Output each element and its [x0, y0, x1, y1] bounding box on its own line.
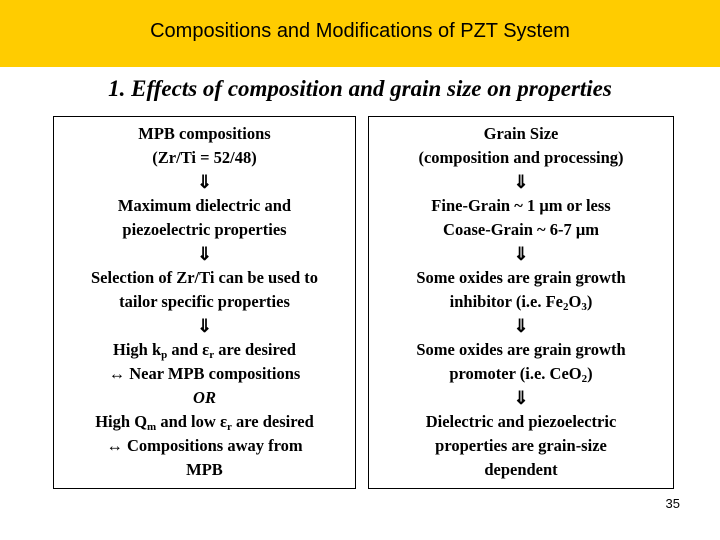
- max-props-line-2: piezoelectric properties: [122, 220, 287, 239]
- down-arrow-icon: ⇓: [196, 244, 213, 264]
- inhibitor-line-2: inhibitor (i.e. $Fe_2O_3$): [449, 292, 593, 313]
- high-kp-line: High $k_p$ and $\varepsilon_r$ are desired: [113, 340, 296, 361]
- mpb-line-2: (Zr/Ti = 52/48): [152, 148, 257, 167]
- mpb-end-line: MPB: [186, 460, 223, 479]
- down-arrow-icon: ⇓: [513, 388, 529, 408]
- promoter-line-2: promoter (i.e. CeO$_2$): [449, 364, 593, 385]
- grain-size-line-1: Grain Size: [483, 124, 559, 143]
- down-arrow-icon: ⇓: [513, 244, 529, 264]
- selection-line-2: tailor specific properties: [119, 292, 290, 311]
- near-mpb-line: ↔ Near MPB compositions: [108, 364, 301, 383]
- dependent-line-2: properties are grain-size: [435, 436, 607, 455]
- down-arrow-icon: ⇓: [196, 316, 213, 336]
- down-arrow-icon: ⇓: [513, 316, 529, 336]
- page-number: 35: [665, 496, 680, 511]
- or-line: OR: [193, 388, 216, 407]
- mpb-line-1: MPB compositions: [138, 124, 271, 143]
- grain-size-line-2: (composition and processing): [418, 148, 624, 167]
- dependent-line-1: Dielectric and piezoelectric: [425, 412, 617, 431]
- title-bar: [0, 0, 720, 67]
- selection-line-1: Selection of Zr/Ti can be used to: [90, 268, 319, 287]
- slide-title: Compositions and Modifications of PZT System: [150, 20, 570, 42]
- down-arrow-icon: ⇓: [196, 172, 213, 192]
- dependent-line-3: dependent: [484, 460, 558, 479]
- grain-size-box: [368, 116, 674, 489]
- max-props-line-1: Maximum dielectric and: [117, 196, 292, 215]
- promoter-line-1: Some oxides are grain growth: [416, 340, 626, 359]
- high-qm-line: High $Q_m$ and low $\varepsilon_r$ are desired: [95, 412, 314, 433]
- section-heading: 1. Effects of composition and grain size on properties: [108, 76, 612, 101]
- inhibitor-line-1: Some oxides are grain growth: [416, 268, 626, 287]
- composition-box: [53, 116, 356, 489]
- away-from-mpb-line: ↔ Compositions away from: [106, 436, 303, 455]
- coarse-grain-line: Coase-Grain ~ 6-7 μm: [443, 220, 599, 239]
- fine-grain-line: Fine-Grain ~ 1 μm or less: [431, 196, 611, 215]
- down-arrow-icon: ⇓: [513, 172, 529, 192]
